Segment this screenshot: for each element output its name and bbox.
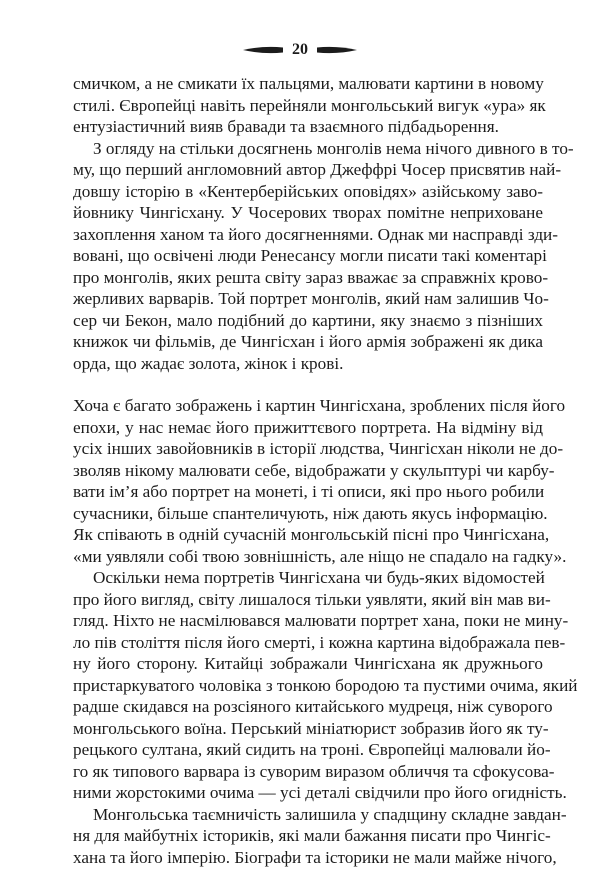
text-line: орда, що жадає золота, жінок і крові. bbox=[73, 353, 344, 373]
text-line: му, що перший англомовний автор Джеффрі Чосер присвятив най- bbox=[73, 160, 562, 179]
right-ornament-icon bbox=[317, 45, 357, 55]
text-line: Оскільки нема портретів Чингісхана чи будь-яких відомостей bbox=[93, 568, 545, 587]
text-line: вати ім’я або портрет на монеті, і ті описи, які про нього робили bbox=[73, 482, 545, 501]
paragraph bbox=[73, 804, 567, 869]
text-line: пристаркуватого чоловіка з тонкою бородою та пустими очима, який bbox=[73, 675, 578, 695]
paragraph bbox=[73, 138, 574, 375]
page-number: 20 bbox=[292, 41, 308, 58]
text-line: рецького султана, який сидить на троні. Європейці малювали йо- bbox=[73, 740, 551, 759]
text-line: йовнику Чингісхану. У Чосерових творах помітне неприховане bbox=[73, 203, 543, 222]
text-line: З огляду на стільки досягнень монголів нема нічого дивного в то- bbox=[93, 138, 574, 158]
text-line: про його вигляд, світу лишалося тільки уявляти, який він мав ви- bbox=[73, 589, 551, 609]
text-line: ну його сторону. Китайці зображали Чингісхана як дружнього bbox=[73, 654, 543, 673]
text-line: епохи, у нас немає його прижиттєвого портрета. На відміну від bbox=[73, 417, 543, 437]
text-line: Як співають в одній сучасній монгольській пісні про Чингісхана, bbox=[73, 525, 550, 544]
text-line: смичком, а не смикати їх пальцями, малювати картини в новому bbox=[73, 74, 544, 93]
text-line: сер чи Бекон, мало подібний до картини, яку знаємо з пізніших bbox=[73, 310, 543, 330]
text-line: Хоча є багато зображень і картин Чингісхана, зроблених після його bbox=[73, 396, 566, 415]
text-line: захоплення ханом та його досягненнями. Однак ми насправді зди- bbox=[73, 224, 558, 244]
text-line: ня для майбутніх істориків, які мали бажання писати про Чингіс- bbox=[73, 826, 551, 845]
left-ornament-icon bbox=[243, 45, 283, 55]
text-line: стилі. Європейці навіть перейняли монгольський вигук «ура» як bbox=[73, 95, 546, 115]
text-line: довшу історію в «Кентерберійських оповідях» азійському заво- bbox=[73, 181, 543, 201]
text-line: вовані, що освічені люди Ренесансу могли писати такі коментарі bbox=[73, 246, 547, 265]
text-line: зволяв нікому малювати себе, відображати у скульптурі чи карбу- bbox=[73, 460, 555, 480]
text-line: го як типового варвара із суворим виразом обличчя та сфокусова- bbox=[73, 761, 555, 781]
text-line: усіх інших завойовників в історії людства, Чингісхан ніколи не до- bbox=[73, 439, 564, 458]
text-line: жерливих варварів. Той портрет монголів, який нам залишив Чо- bbox=[73, 289, 549, 308]
body-text bbox=[73, 73, 578, 868]
text-line: Монгольська таємничість залишила у спадщину складне завдан- bbox=[93, 804, 567, 824]
text-line: про монголів, яких решта світу зараз вважає за справжніх крово- bbox=[73, 267, 549, 287]
page-header bbox=[0, 38, 600, 62]
text-line: сучасники, більше спантеличують, ніж дають якусь інформацію. bbox=[73, 503, 548, 523]
text-line: ло пів століття після його смерті, і кожна картина відображала пев- bbox=[73, 632, 566, 652]
text-line: гляд. Ніхто не насмілювався малювати портрет хана, поки не мину- bbox=[73, 611, 569, 630]
paragraph-gap bbox=[73, 374, 543, 395]
text-line: монгольського воїна. Перський мініатюрист зобразив його як ту- bbox=[73, 718, 549, 738]
text-line: ними жорстокими очима — усі деталі свідчили про його огидність. bbox=[73, 783, 567, 802]
text-line: хана та його імперію. Біографи та історики не мали майже нічого, bbox=[73, 847, 557, 867]
paragraph bbox=[73, 73, 546, 138]
text-line: книжок чи фільмів, де Чингісхан і його армія зображені як дика bbox=[73, 332, 543, 351]
paragraph bbox=[73, 395, 567, 567]
text-line: ентузіастичний вияв бравади та взаємного підбадьорення. bbox=[73, 117, 499, 136]
text-line: «ми уявляли собі твою зовнішність, але ніщо не спадало на гадку». bbox=[73, 546, 567, 566]
paragraph bbox=[73, 567, 578, 804]
text-line: радше скидався на розсіяного китайського мудреця, ніж суворого bbox=[73, 697, 553, 716]
